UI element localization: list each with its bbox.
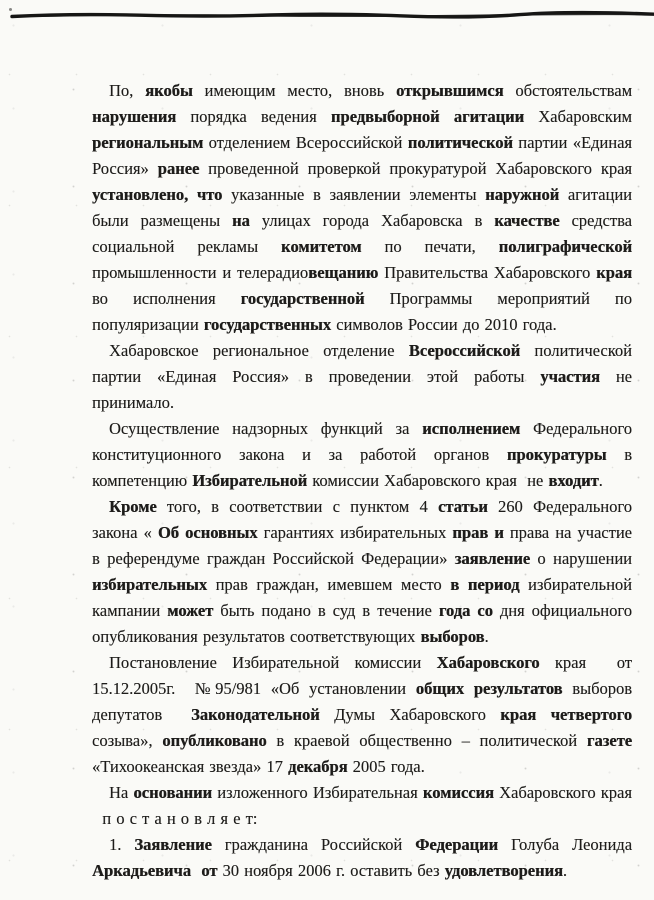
paragraph-resolution-95-981: Постановление Избирательной комиссии Хабаровского края от 15.12.2005г. №95/981 «Об установлении общих результатов выборов депутатов Законодательной Думы Хабаровского края четвертого созыва», опубликовано в краевой общественно – политической газете «Тихоокеанская звезда» 17 декабря 2005 года. [92,653,633,776]
paragraph-resolves-intro: На основании изложенного Избирательная комиссия Хабаровского края п о с т а н о в л я е т: [92,783,632,828]
paragraph-competence: Осуществление надзорных функций за исполнением Федерального конституционного закона и за работой органов прокуратуры в компетенцию Избирательной комиссии Хабаровского края не входит. [92,419,632,490]
document-body [92,78,632,884]
scan-speck [9,8,12,11]
scan-top-edge-line [0,10,654,24]
paragraph-party-no-participation: Хабаровское региональное отделение Всероссийской политической партии «Единая Россия» в проведении этой работы участия не принимало. [92,341,632,412]
paragraph-law-article-260: Кроме того, в соответствии с пунктом 4 статьи 260 Федерального закона « Об основных гарантиях избирательных прав и права на участие в референдуме граждан Российской Федерации» заявление о нарушении избирательных прав граждан, имевшем место в период избирательной кампании может быть подано в суд в течение года со дня официального опубликования результатов соответствующих выборов. [92,497,632,646]
paragraph-item-1-decision: 1. Заявление гражданина Российской Федерации Голуба Леонида Аркадьевича от 30 ноября 2006 г. оставить без удовлетворения. [92,835,633,880]
paragraph-circumstances: По, якобы имеющим место, вновь открывшимся обстоятельствам нарушения порядка ведения предвыборной агитации Хабаровским региональным отделением Всероссийской политической партии «Единая Россия» ранее проведенной проверкой прокуратурой Хабаровского края установлено, что указанные в заявлении элементы наружной агитации были размещены на улицах города Хабаровска в качестве средства социальной рекламы комитетом по печати, полиграфической промышленности и телерадиовещанию Правительства Хабаровского края во исполнения государственной Программы мероприятий по популяризации государственных символов России до 2010 года. [92,81,633,334]
